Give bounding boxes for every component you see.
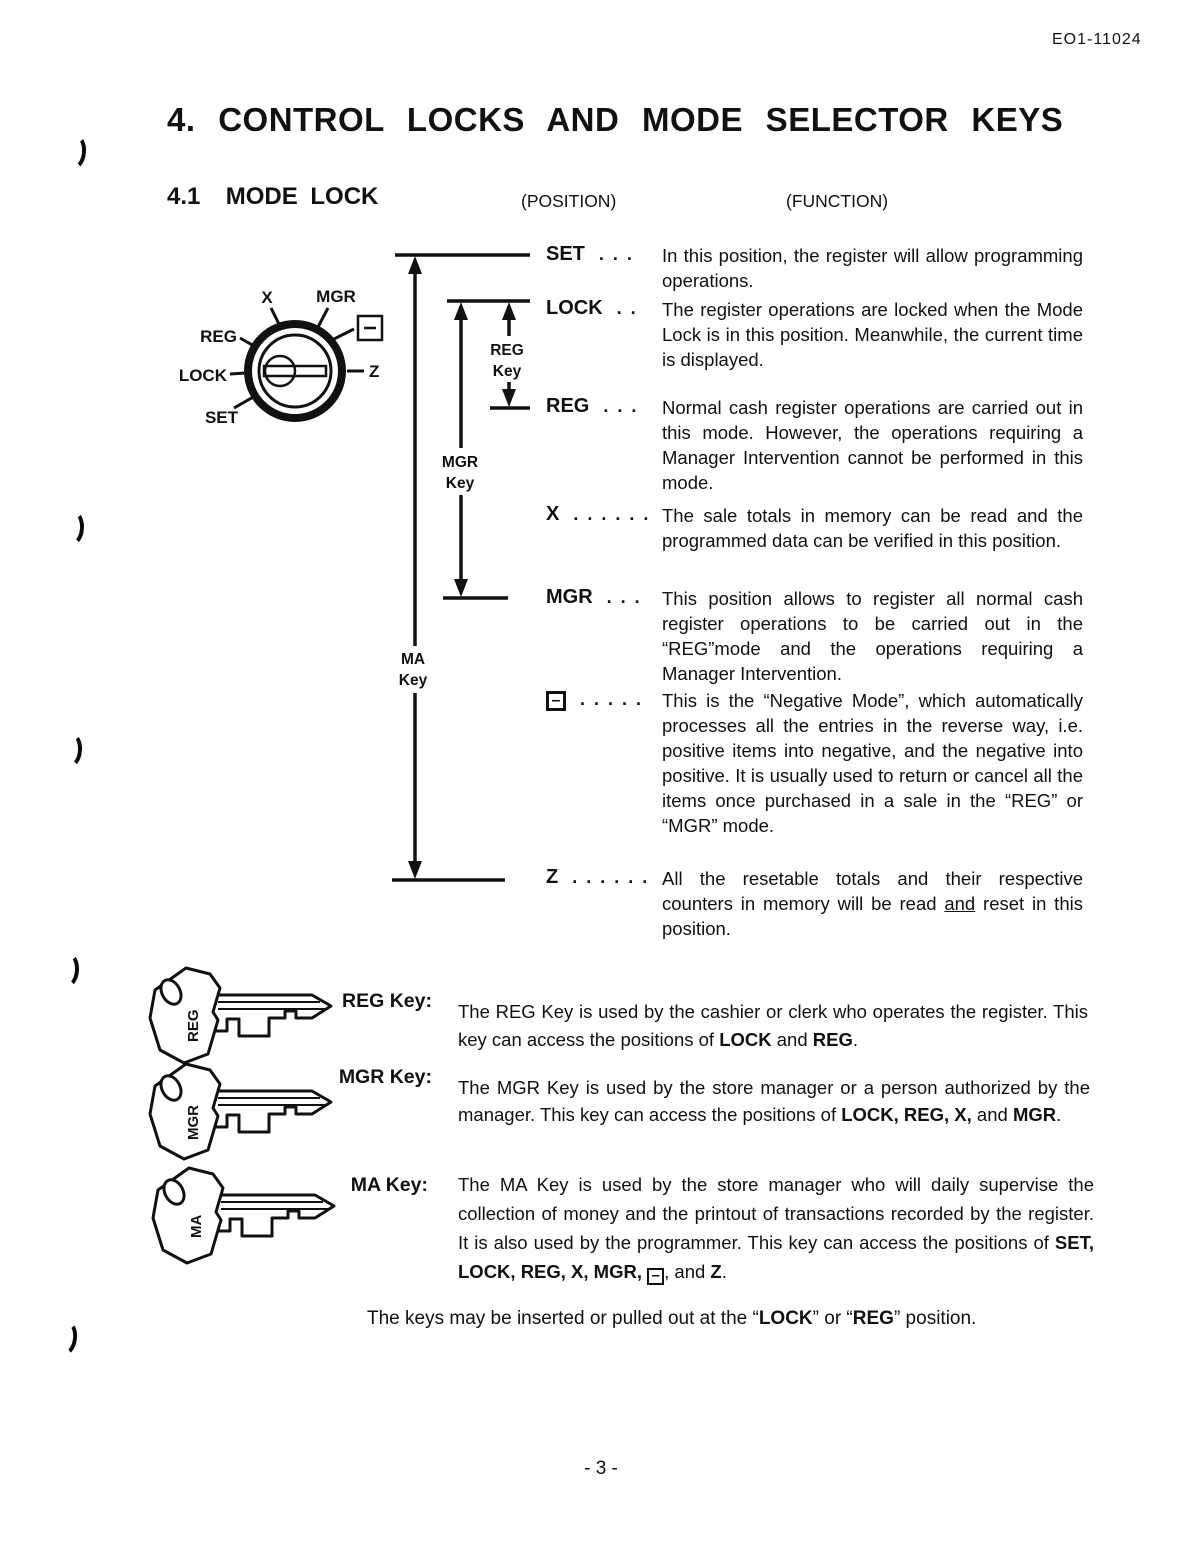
position-term: REG . . . <box>546 395 639 417</box>
position-term: MGR . . . <box>546 586 642 608</box>
position-description: The register operations are locked when the Mode Lock is in this position. Meanwhile, the current time is displayed. <box>662 299 1083 370</box>
document-number: EO1-11024 <box>1052 31 1142 48</box>
position-term: Z . . . . . . <box>546 866 650 888</box>
function-column-header: (FUNCTION) <box>786 191 889 211</box>
ma-key-description: The MA Key is used by the store manager who will daily supervise the collection of money and the printout of transactions recorded by the register. It is also used by the programmer. This key can access the positions of SET, LOCK, REG, X, MGR, – , and Z. <box>458 1174 1094 1284</box>
svg-text:Key: Key <box>445 475 475 492</box>
binder-mark-icon <box>60 133 88 171</box>
key-engraving: MGR <box>185 1105 202 1140</box>
ma-key-range-label: MA <box>400 651 426 668</box>
key-engraving: REG <box>185 1009 202 1042</box>
position-description: This is the “Negative Mode”, which automatically processes all the entries in the reverse way, i.e. positive items into negative, and the negative into positive. It is usually used to return or cancel all the items once purchased in a sale in the “REG” or “MGR” mode. <box>662 690 1083 836</box>
reg-key-illustration <box>142 962 337 1068</box>
svg-text:Key: Key <box>398 672 428 689</box>
mgr-key-description: The MGR Key is used by the store manager or a person authorized by the manager. This key can access the positions of LOCK, REG, X, and MGR. <box>458 1077 1090 1125</box>
reg-key-description: The REG Key is used by the cashier or clerk who operates the register. This key can access the positions of LOCK and REG. <box>458 1001 1088 1050</box>
page-title: 4. CONTROL LOCKS AND MODE SELECTOR KEYS <box>167 101 1064 138</box>
binder-mark-icon <box>57 731 83 769</box>
binder-mark-icon <box>54 951 80 989</box>
position-term: SET . . . <box>546 243 634 265</box>
key-access-range-diagram <box>383 243 548 898</box>
reg-key-label: REG Key: <box>342 990 432 1012</box>
dial-label-set: SET <box>204 408 238 427</box>
binder-mark-icon <box>51 1319 80 1358</box>
position-column-header: (POSITION) <box>521 191 617 211</box>
dial-label-mgr: MGR <box>316 287 356 306</box>
binder-mark-icon <box>59 509 85 547</box>
keys-insertion-note: The keys may be inserted or pulled out at the “LOCK” or “REG” position. <box>367 1308 977 1329</box>
dial-label-x: X <box>261 288 273 307</box>
position-term: X . . . . . . <box>546 503 651 525</box>
position-description: Normal cash register operations are carried out in this mode. However, the operations requiring a Manager Intervention cannot be performed in this mode. <box>662 397 1083 493</box>
mgr-key-label: MGR Key: <box>338 1066 432 1088</box>
position-description: The sale totals in memory can be read and the programmed data can be verified in this position. <box>662 505 1083 551</box>
position-term: – . . . . . <box>546 688 643 711</box>
mgr-key-range-label: MGR <box>441 454 479 471</box>
reg-key-range-label: REG <box>490 342 524 359</box>
mode-lock-dial-icon <box>168 272 403 502</box>
key-engraving: MA <box>188 1214 205 1238</box>
dial-label-reg: REG <box>200 327 237 346</box>
section-title: 4.1 MODE LOCK <box>167 183 379 210</box>
svg-text:Key: Key <box>492 363 522 380</box>
negative-mode-icon: – <box>546 691 566 711</box>
position-term: LOCK . . <box>546 297 638 319</box>
page-number: - 3 - <box>584 1458 618 1479</box>
position-description: In this position, the register will allow programming operations. <box>662 245 1083 291</box>
dial-label-z: Z <box>369 362 380 381</box>
position-description: This position allows to register all normal cash register operations to be carried out in the “REG”mode and the operations requiring a Manager Intervention. <box>662 588 1083 684</box>
ma-key-label: MA Key: <box>350 1174 428 1196</box>
position-description: All the resetable totals and their respective counters in memory will be read and reset in this position. <box>662 868 1083 939</box>
dial-label-lock: LOCK <box>178 366 227 385</box>
